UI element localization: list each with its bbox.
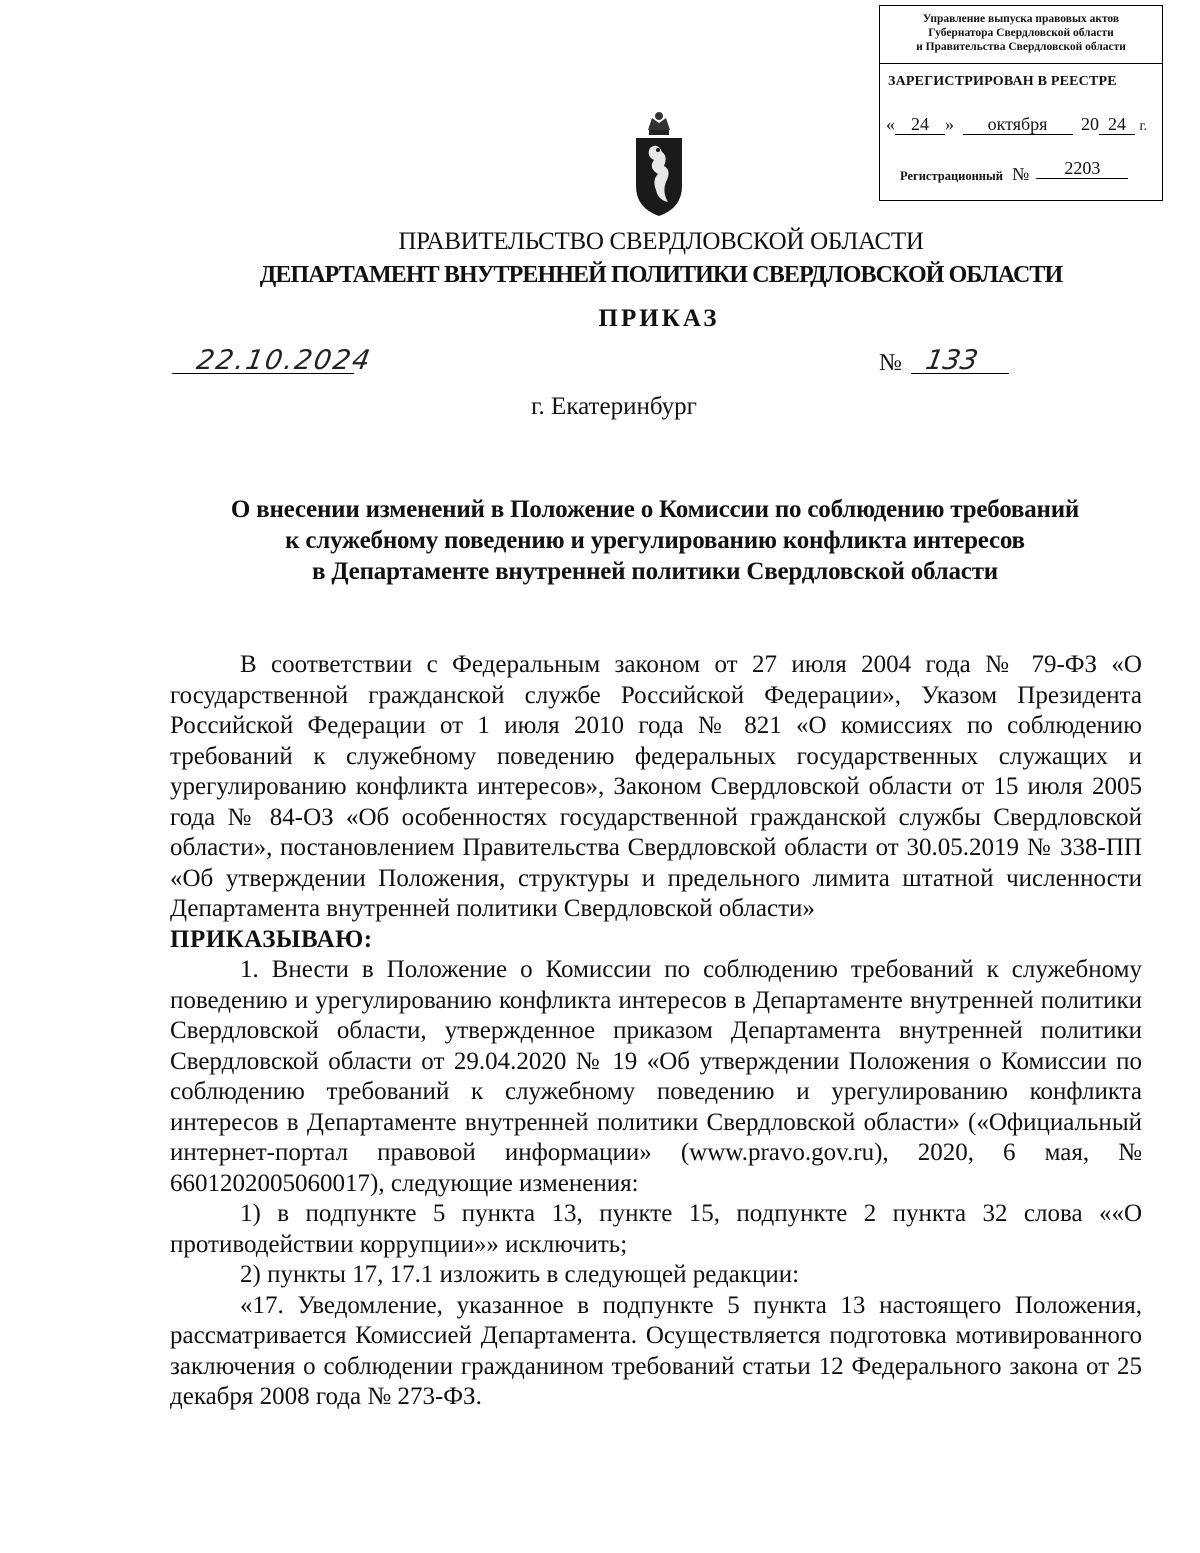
stamp-open-quote: « <box>886 114 895 134</box>
stamp-number-sign: № <box>1012 164 1030 184</box>
government-title: ПРАВИТЕЛЬСТВО СВЕРДЛОВСКОЙ ОБЛАСТИ <box>398 228 924 255</box>
stamp-date <box>886 114 1147 135</box>
subitem-2-paragraph: 2) пункты 17, 17.1 изложить в следующей редакции: <box>240 1261 800 1288</box>
document-type: ПРИКАЗ <box>598 305 720 332</box>
decree-heading: ПРИКАЗЫВАЮ: <box>170 925 373 953</box>
stamp-close-quote: » <box>945 114 954 134</box>
stamp-office-line3: и Правительства Свердловской области <box>916 41 1126 53</box>
order-date <box>172 345 375 376</box>
subitem-1-paragraph: 1) в подпункте 5 пункта 13, пункте 15, подпункте 2 пункта 32 слова ««О противодействии коррупции»» исключить; <box>170 1200 1142 1258</box>
city: г. Екатеринбург <box>531 393 697 420</box>
stamp-divider <box>880 63 1162 64</box>
subject-line-1: О внесении изменений в Положение о Комиссии по соблюдению требований <box>230 496 1080 523</box>
stamp-office-line2: Губернатора Свердловской области <box>928 27 1114 39</box>
order-number <box>911 347 1009 374</box>
stamp-registered-label: ЗАРЕГИСТРИРОВАН В РЕЕСТРЕ <box>888 74 1117 89</box>
stamp-year-prefix: 20 <box>1081 114 1099 134</box>
department-title: ДЕПАРТАМЕНТ ВНУТРЕННЕЙ ПОЛИТИКИ СВЕРДЛОВСКОЙ ОБЛАСТИ <box>259 262 1063 288</box>
order-number-handwritten: 133 <box>923 345 981 376</box>
stamp-registration-number <box>900 158 1128 185</box>
registration-stamp <box>879 5 1163 201</box>
subject-line-3: в Департаменте внутренней политики Свердловской области <box>312 558 998 585</box>
stamp-year-mark: г. <box>1139 119 1148 134</box>
quoted-item-17-paragraph: «17. Уведомление, указанное в подпункте 5 пункта 13 настоящего Положения, рассматривается Комиссией Департамента. Осуществляется подготовка мотивированного заключения о соблюдении гражданином требований статьи 12 Федерального закона от 25 декабря 2008 года № 273-ФЗ. <box>170 1291 1142 1410</box>
stamp-month: октября <box>963 114 1073 135</box>
stamp-office <box>880 6 1162 54</box>
stamp-year-suffix: 24 <box>1099 114 1135 135</box>
order-number-sign: № <box>879 350 902 376</box>
preamble-paragraph: В соответствии с Федеральным законом от 27 июля 2004 года № 79-ФЗ «О государственной гражданской службе Российской Федерации», Указом Президента Российской Федерации от 1 июля 2010 года № 821 «О комиссиях по соблюдению требований к служебному поведению федеральных государственных служащих и урегулированию конфликта интересов», Законом Свердловской области от 15 июля 2005 года № 84-ОЗ «Об особенностях государственной гражданской службы Свердловской области», постановлением Правительства Свердловской области от 30.05.2019 № 338-ПП «Об утверждении Положения, структуры и предельного лимита штатной численности Департамента внутренней политики Свердловской области» <box>170 651 1142 922</box>
order-subject <box>150 494 1160 587</box>
stamp-reg-label: Регистрационный <box>900 169 1003 183</box>
subject-line-2: к служебному поведению и урегулированию конфликта интересов <box>285 527 1025 554</box>
order-date-handwritten: 22.10.2024 <box>194 345 375 376</box>
stamp-office-line1: Управление выпуска правовых актов <box>922 13 1120 25</box>
item-1-paragraph: 1. Внести в Положение о Комиссии по соблюдению требований к служебному поведению и урегулированию конфликта интересов в Департаменте внутренней политики Свердловской области, утвержденное приказом Департамента внутренней политики Свердловской области от 29.04.2020 № 19 «Об утверждении Положения о Комиссии по соблюдению требований к служебному поведению и урегулированию конфликта интересов в Департаменте внутренней политики Свердловской области» («Официальный интернет-портал правовой информации» (www.pravo.gov.ru), 2020, 6 мая, № 6601202005060017), следующие изменения: <box>170 956 1142 1197</box>
order-body <box>170 650 1142 1413</box>
stamp-day: 24 <box>895 114 945 135</box>
stamp-reg-number: 2203 <box>1036 158 1128 179</box>
coat-of-arms-icon <box>628 108 690 220</box>
